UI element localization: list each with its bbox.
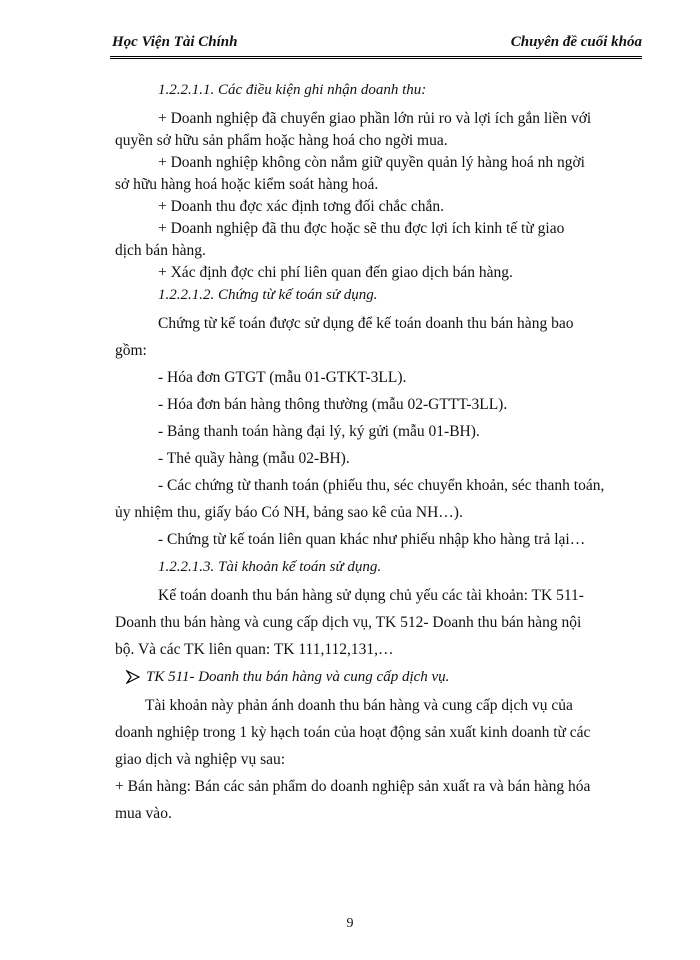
text-line: + Doanh nghiệp đã thu đợc hoặc sẽ thu đợc lợi ích kinh tế từ giao bbox=[158, 220, 565, 237]
text-line: quyền sở hữu sản phẩm hoặc hàng hoá cho ngời mua. bbox=[115, 132, 448, 149]
text-line: gồm: bbox=[115, 342, 147, 359]
tk511-heading: TK 511- Doanh thu bán hàng và cung cấp dịch vụ. bbox=[146, 669, 450, 685]
text-line: Kế toán doanh thu bán hàng sử dụng chủ yếu các tài khoản: TK 511- bbox=[158, 587, 584, 604]
text-line: + Doanh thu đợc xác định tơng đối chắc chắn. bbox=[158, 198, 444, 215]
text-line: Doanh thu bán hàng và cung cấp dịch vụ, TK 512- Doanh thu bán hàng nội bbox=[115, 614, 582, 631]
section-heading-conditions: 1.2.2.1.1. Các điều kiện ghi nhận doanh thu: bbox=[158, 82, 427, 98]
text-line: doanh nghiệp trong 1 kỳ hạch toán của hoạt động sản xuất kinh doanh từ các bbox=[115, 724, 591, 741]
text-line: giao dịch và nghiệp vụ sau: bbox=[115, 751, 286, 768]
text-line: + Doanh nghiệp đã chuyển giao phần lớn rủi ro và lợi ích gắn liền với bbox=[158, 110, 592, 127]
text-line: + Doanh nghiệp không còn nắm giữ quyền quản lý hàng hoá nh ngời bbox=[158, 154, 585, 171]
section-heading-accounts: 1.2.2.1.3. Tài khoản kế toán sử dụng. bbox=[158, 559, 382, 575]
header-rule-double bbox=[110, 58, 642, 59]
text-line: Chứng từ kế toán được sử dụng để kế toán doanh thu bán hàng bao bbox=[158, 315, 574, 332]
text-line: bộ. Và các TK liên quan: TK 111,112,131,… bbox=[115, 641, 394, 658]
list-item: - Các chứng từ thanh toán (phiếu thu, séc chuyển khoản, séc thanh toán, bbox=[158, 477, 605, 494]
text-line: sở hữu hàng hoá hoặc kiểm soát hàng hoá. bbox=[115, 176, 379, 193]
text-line: + Bán hàng: Bán các sản phẩm do doanh nghiệp sản xuất ra và bán hàng hóa bbox=[115, 778, 591, 795]
text-line: dịch bán hàng. bbox=[115, 242, 206, 259]
header-left-title: Học Viện Tài Chính bbox=[112, 34, 238, 50]
arrow-bullet-icon bbox=[126, 670, 140, 684]
list-item: - Hóa đơn GTGT (mẫu 01-GTKT-3LL). bbox=[158, 369, 407, 386]
section-heading-documents: 1.2.2.1.2. Chứng từ kế toán sử dụng. bbox=[158, 287, 378, 303]
text-line: ủy nhiệm thu, giấy báo Có NH, bảng sao kê của NH…). bbox=[115, 504, 463, 521]
text-line: Tài khoản này phản ánh doanh thu bán hàng và cung cấp dịch vụ của bbox=[145, 697, 573, 714]
page-number: 9 bbox=[346, 916, 354, 931]
header-right-title: Chuyên đề cuối khóa bbox=[510, 34, 642, 50]
text-line: mua vào. bbox=[115, 805, 172, 822]
header-rule bbox=[110, 56, 642, 57]
list-item: - Bảng thanh toán hàng đại lý, ký gửi (mẫu 01-BH). bbox=[158, 423, 480, 440]
list-item: - Thẻ quầy hàng (mẫu 02-BH). bbox=[158, 450, 350, 467]
list-item: - Chứng từ kế toán liên quan khác như phiếu nhập kho hàng trả lại… bbox=[158, 531, 586, 548]
list-item: - Hóa đơn bán hàng thông thường (mẫu 02-GTTT-3LL). bbox=[158, 396, 508, 413]
text-line: + Xác định đợc chi phí liên quan đến giao dịch bán hàng. bbox=[158, 264, 513, 281]
